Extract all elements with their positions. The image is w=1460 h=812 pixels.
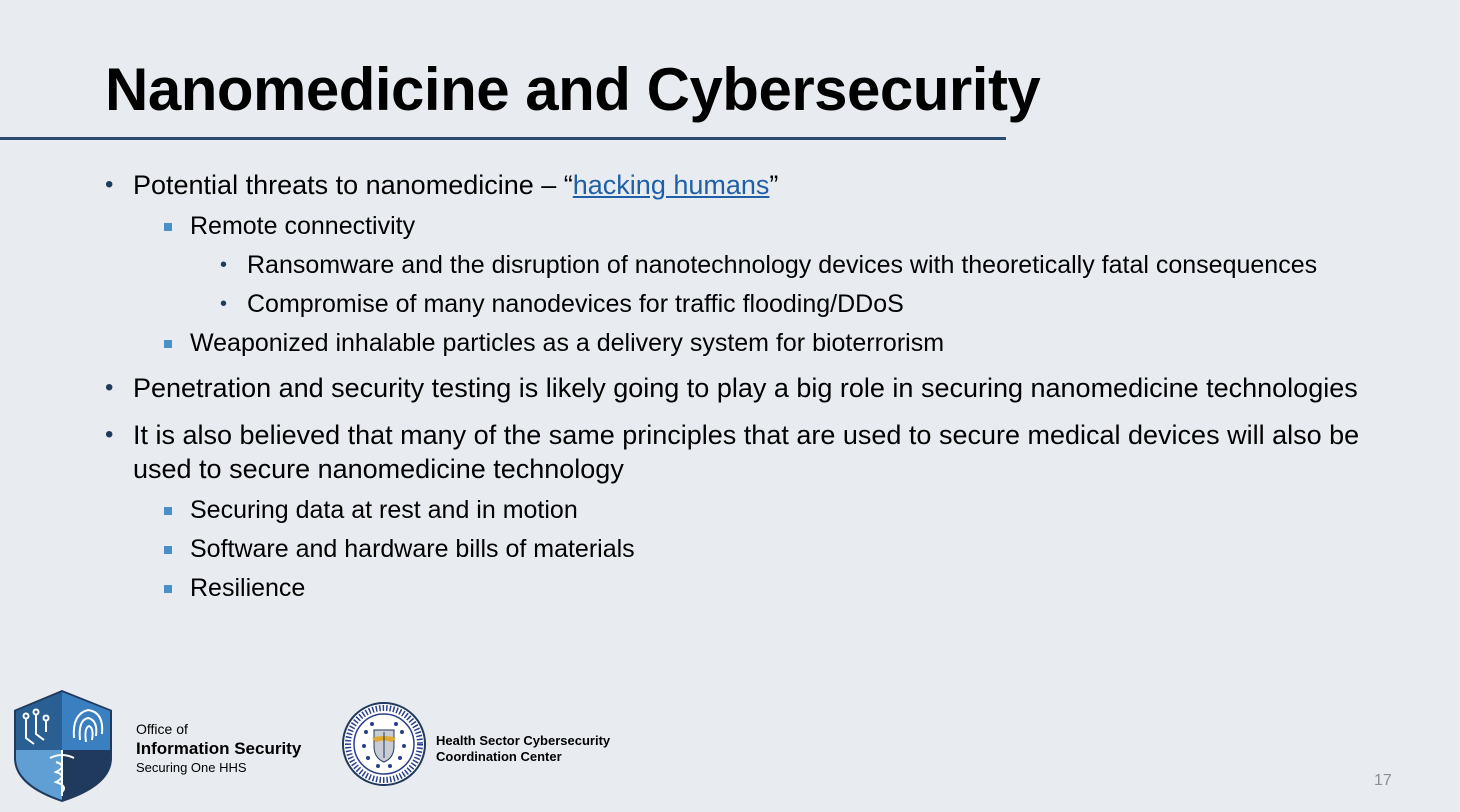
hacking-humans-link[interactable]: hacking humans xyxy=(572,170,770,200)
bullet-dot-icon: • xyxy=(220,254,228,276)
hc3-line2: Coordination Center xyxy=(436,749,562,764)
bullet-dot-icon: • xyxy=(220,293,228,315)
subbullet-remote-connectivity xyxy=(190,211,1390,241)
ois-shield-logo-icon xyxy=(12,688,114,804)
subbullet-text: Weaponized inhalable particles as a delivery system for bioterrorism xyxy=(190,329,945,357)
square-bullet-icon xyxy=(164,546,172,554)
ois-line3: Securing One HHS xyxy=(136,760,247,775)
bullet-dot-icon: • xyxy=(105,171,114,198)
ois-line1: Office of xyxy=(136,721,188,737)
subsubbullet-text: Ransomware and the disruption of nanotechnology devices with theoretically fatal consequences xyxy=(247,251,1318,279)
square-bullet-icon xyxy=(164,507,172,515)
subbullet-text: Resilience xyxy=(190,574,306,602)
subbullet-text: Securing data at rest and in motion xyxy=(190,496,578,524)
hc3-seal-icon xyxy=(342,702,426,786)
subbullet-weaponized xyxy=(190,328,1390,358)
bullet-dot-icon: • xyxy=(105,421,114,448)
bullet-medical-device-principles xyxy=(105,418,1423,486)
subbullet-resilience xyxy=(190,573,1390,603)
bullet-text: Penetration and security testing is likely going to play a big role in securing nanomedicine technologies xyxy=(133,373,1358,403)
bullet-penetration-testing xyxy=(105,371,1423,405)
bullet-text: It is also believed that many of the same principles that are used to secure medical devices will also be used to secure nanomedicine technology xyxy=(133,420,1360,484)
hc3-line1: Health Sector Cybersecurity xyxy=(436,733,611,748)
square-bullet-icon xyxy=(164,585,172,593)
bullet-text-suffix: ” xyxy=(769,170,779,200)
square-bullet-icon xyxy=(164,223,172,231)
subsubbullet-text: Compromise of many nanodevices for traffic flooding/DDoS xyxy=(247,290,904,318)
slide-title: Nanomedicine and Cybersecurity xyxy=(105,56,1041,123)
hc3-wordmark xyxy=(436,733,610,765)
subbullet-securing-data xyxy=(190,495,1390,525)
subbullet-text: Remote connectivity xyxy=(190,212,416,240)
bullet-threats xyxy=(105,168,1423,202)
bullet-text: Potential threats to nanomedicine – “ xyxy=(133,170,573,200)
page-number: 17 xyxy=(1374,772,1392,789)
square-bullet-icon xyxy=(164,340,172,348)
ois-line2: Information Security xyxy=(136,739,302,758)
subsubbullet-ransomware xyxy=(220,250,1447,280)
title-underline xyxy=(0,137,1006,140)
subbullet-text: Software and hardware bills of materials xyxy=(190,535,635,563)
slide-content xyxy=(0,168,1460,603)
bullet-dot-icon: • xyxy=(105,374,114,401)
ois-wordmark xyxy=(136,721,301,776)
subbullet-bills-of-materials xyxy=(190,534,1390,564)
subsubbullet-compromise xyxy=(220,289,1447,319)
